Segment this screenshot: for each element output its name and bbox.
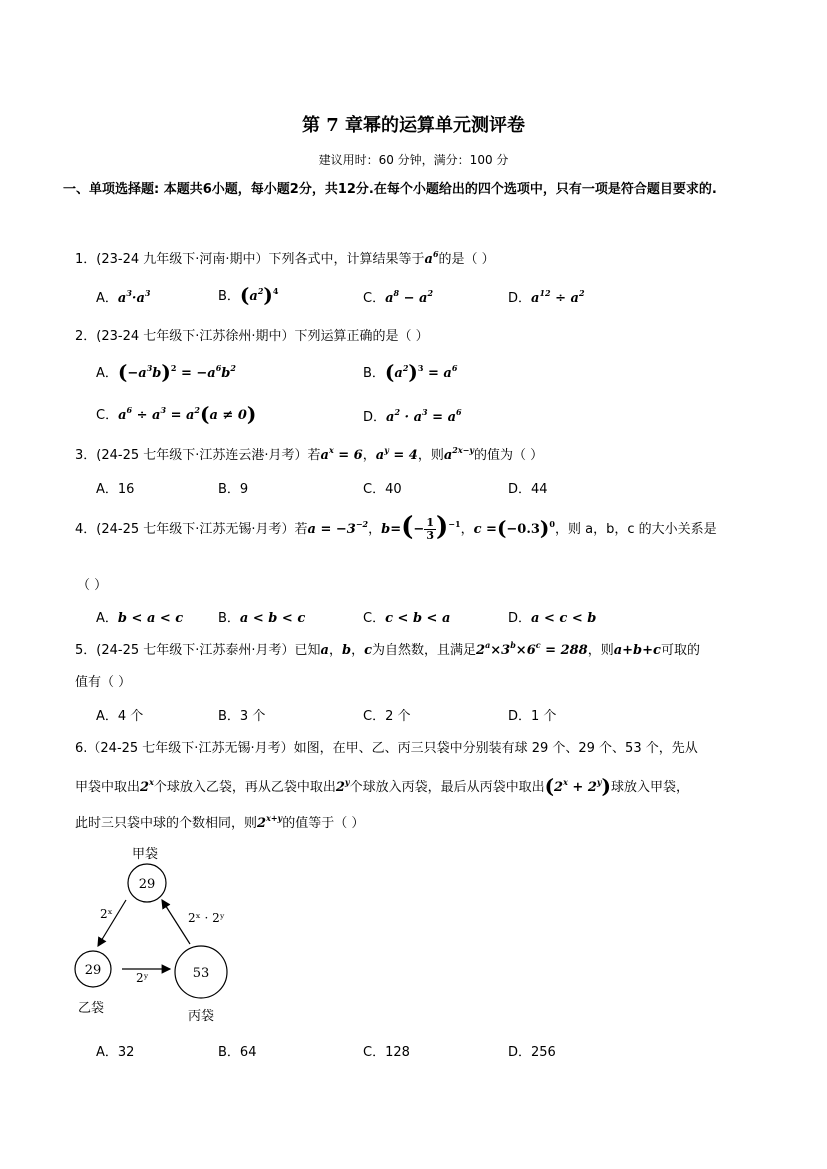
question-1 — [75, 248, 495, 267]
stem-part: 球放入甲袋， — [611, 780, 690, 795]
question-2-option-c[interactable]: C．$a^6 \div a^3 = a^2(a \ne 0)$ — [96, 402, 257, 426]
question-6-line-2: 甲袋中取出2$^x$个球放入乙袋，再从乙袋中取出2$^y$个球放入丙袋，最后从丙袋中取出$(2^x + 2^y)$球放入甲袋， — [75, 774, 690, 798]
option-label: C． — [96, 408, 119, 423]
question-1-stem: 1．(23-24 九年级下·河南·期中）下列各式中，计算结果等于 — [75, 252, 425, 267]
option-label: D． — [508, 291, 532, 306]
page-subtitle: 建议用时：60 分钟，满分：100 分 — [318, 153, 509, 167]
question-2-option-a[interactable]: A．$(-a^3b)^2 = -a^6b^2$ — [96, 360, 236, 384]
option-label: D． — [508, 611, 532, 626]
section-heading: 一、单项选择题: 本题共6小题，每小题2分，共12分.在每个小题给出的四个选项中，只有一项是符合题目要求的. — [63, 182, 717, 197]
question-4-stem: 4．(24-25 七年级下·江苏无锡·月考）若 — [75, 522, 308, 537]
option-label: A． — [96, 366, 118, 381]
question-1-option-d[interactable]: D．$a^{12} \div a^2$ — [508, 288, 585, 306]
option-label: A． — [96, 611, 118, 626]
question-6-line-1: 6.（24-25 七年级下·江苏无锡·月考）如图，在甲、乙、丙三只袋中分别装有球 29 个、29 个、53 个，先从 — [75, 741, 698, 756]
question-5-option-d[interactable]: D．1 个 — [508, 709, 557, 724]
bag-a-label: 甲袋 — [132, 847, 159, 862]
question-2-option-d[interactable]: D．$a^2 \cdot a^3 = a^6$ — [363, 407, 462, 425]
question-3-option-c[interactable]: C．40 — [363, 482, 402, 497]
stem-part: ， — [368, 522, 382, 537]
bag-a-count: 29 — [138, 877, 156, 892]
question-1-option-c[interactable]: C．$a^8 - a^2$ — [363, 288, 434, 306]
stem-part: 个球放入乙袋，再从乙袋中取出 — [153, 780, 336, 795]
question-4-answer-paren: （ ） — [77, 578, 108, 593]
stem-part: ， — [328, 643, 342, 658]
bag-b-label: 乙袋 — [78, 1001, 105, 1016]
option-label: D． — [363, 410, 387, 425]
option-label: C． — [363, 611, 386, 626]
question-6-option-c[interactable]: C．128 — [363, 1045, 410, 1060]
stem-part: ，则 a，b，c 的大小关系是 — [554, 522, 717, 537]
question-4-option-b[interactable]: B．a < b < c — [218, 611, 306, 626]
question-4: 4．(24-25 七年级下·江苏无锡·月考）若$a = -3^{-2}$，b=(− $\frac{1}{3}$ )$^{-1}$，$c =(-0.3)^0$，则 a，b，c 的大小关系是 — [75, 512, 717, 542]
stem-part: ， — [362, 448, 376, 463]
option-label: A． — [96, 291, 118, 306]
stem-part: 此时三只袋中球的个数相同，则 — [75, 816, 258, 831]
stem-part: 的值为（ ） — [473, 448, 544, 463]
question-5-option-a[interactable]: A．4 个 — [96, 709, 144, 724]
bags-diagram — [60, 838, 260, 1038]
arrow-c-to-a — [162, 900, 190, 944]
stem-part: 的值等于（ ） — [282, 816, 365, 831]
question-3: 3．(24-25 七年级下·江苏连云港·月考）若$a^x = 6$，$a^y = 4$，则$a^{2x-y}$的值为（ ） — [75, 445, 544, 463]
question-3-option-b[interactable]: B．9 — [218, 482, 249, 497]
option-label: B． — [218, 289, 240, 304]
question-1-option-b[interactable]: B．$(a^2)^4$ — [218, 283, 279, 307]
stem-part: 可取的 — [660, 643, 700, 658]
question-6-option-d[interactable]: D．256 — [508, 1045, 556, 1060]
question-1-stem-end: 的是（ ） — [438, 252, 495, 267]
bag-c-count: 53 — [192, 966, 210, 981]
math: $a^6$ — [424, 249, 439, 267]
arrow-c-to-a-label: 2ˣ · 2ʸ — [188, 911, 225, 925]
question-4-option-c[interactable]: C．c < b < a — [363, 611, 451, 626]
question-2-option-b[interactable]: B．$(a^2)^3 = a^6$ — [363, 360, 458, 384]
arrow-a-to-b-label: 2ˣ — [100, 907, 113, 921]
arrow-b-to-c-label: 2ʸ — [136, 971, 149, 985]
page-title: 第 7 章幂的运算单元测评卷 — [301, 115, 526, 136]
question-5: 5．(24-25 七年级下·江苏泰州·月考）已知a，b，c为自然数，且满足$2^a\times 3^b\times 6^c = 288$，则a+b+c可取的 — [75, 640, 700, 658]
stem-part: ， — [351, 643, 365, 658]
question-6-line-3: 此时三只袋中球的个数相同，则$2^{x+y}$的值等于（ ） — [75, 813, 365, 831]
option-label: B． — [218, 611, 240, 626]
question-5-option-b[interactable]: B．3 个 — [218, 709, 266, 724]
question-6-option-a[interactable]: A．32 — [96, 1045, 135, 1060]
option-label: B． — [363, 366, 385, 381]
question-2-stem: 2．(23-24 七年级下·江苏徐州·期中）下列运算正确的是（ ） — [75, 329, 429, 344]
question-3-option-d[interactable]: D．44 — [508, 482, 548, 497]
stem-part: 甲袋中取出 — [75, 780, 141, 795]
bag-b-count: 29 — [84, 963, 102, 978]
question-3-stem: 3．(24-25 七年级下·江苏连云港·月考）若 — [75, 448, 321, 463]
question-5-stem: 5．(24-25 七年级下·江苏泰州·月考）已知 — [75, 643, 321, 658]
stem-part: ， — [460, 522, 474, 537]
stem-part: ，则 — [417, 448, 444, 463]
stem-part: ，则 — [587, 643, 614, 658]
option-label: C． — [363, 291, 386, 306]
question-6-option-b[interactable]: B．64 — [218, 1045, 257, 1060]
question-1-option-a[interactable]: A．$a^3\cdot a^3$ — [96, 288, 151, 306]
question-5-option-c[interactable]: C．2 个 — [363, 709, 411, 724]
stem-part: 个球放入丙袋，最后从丙袋中取出 — [349, 780, 545, 795]
question-5-line-2: 值有（ ） — [75, 675, 132, 690]
question-4-option-a[interactable]: A．b < a < c — [96, 611, 184, 626]
stem-part: 为自然数，且满足 — [372, 643, 477, 658]
bag-c-label: 丙袋 — [188, 1009, 215, 1024]
question-3-option-a[interactable]: A．16 — [96, 482, 135, 497]
question-4-option-d[interactable]: D．a < c < b — [508, 611, 597, 626]
